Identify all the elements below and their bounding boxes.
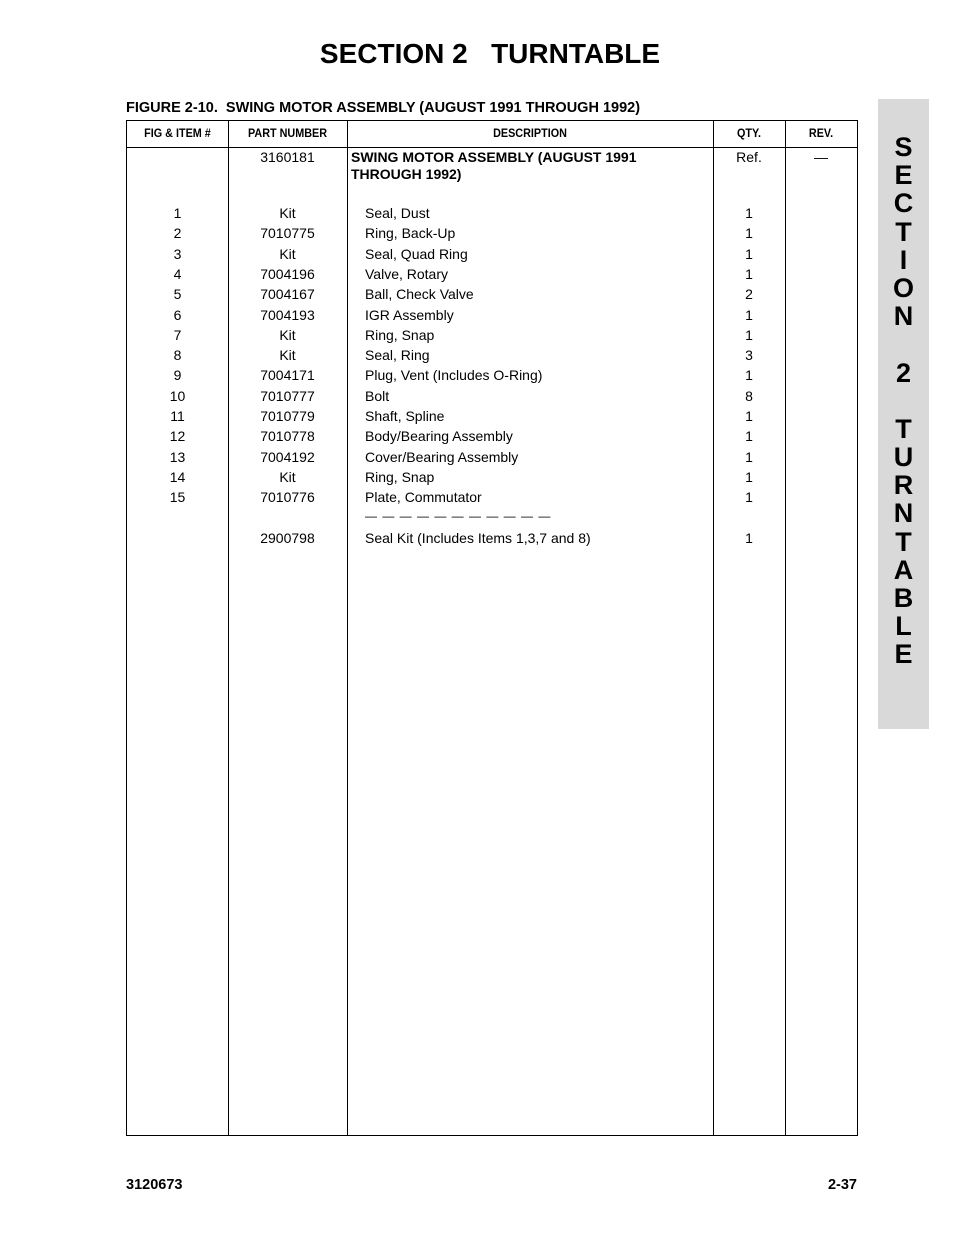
revision: — [814,149,828,165]
part-number: Kit [279,326,296,343]
description: Ring, Back-Up [365,225,456,242]
table-row [127,428,857,448]
header-part-number: PART NUMBER [247,126,328,140]
table-row [127,327,857,347]
assembly-row [127,149,857,189]
description: Plug, Vent (Includes O-Ring) [365,367,543,384]
quantity: 1 [745,245,753,262]
description: IGR Assembly [365,306,454,323]
part-number: 2900798 [260,529,315,546]
quantity: 1 [745,448,753,465]
quantity: 3 [745,347,753,364]
table-row [127,388,857,408]
item-number: 10 [169,387,186,404]
description: Seal, Dust [365,205,430,221]
table-row [127,367,857,387]
table-row [127,489,857,509]
part-number: 7010778 [260,428,315,445]
table-row [127,347,857,367]
item-number: 3 [173,245,182,262]
quantity: 1 [745,205,753,221]
part-number: 7004167 [260,286,315,303]
table-row [127,307,857,327]
separator: — — — — — — — — — — — [365,509,552,523]
description: Cover/Bearing Assembly [365,448,519,465]
part-number: 3160181 [260,149,315,165]
item-number: 9 [173,367,182,384]
part-number: Kit [279,205,296,221]
table-row [127,408,857,428]
kit-row [127,530,857,550]
description: Shaft, Spline [365,408,445,424]
section-side-tab [878,99,929,729]
item-number: 14 [169,468,186,485]
item-number: 4 [173,265,182,282]
item-number: 11 [170,408,185,424]
part-number: 7010777 [260,387,315,404]
header-description: DESCRIPTION [493,126,567,140]
quantity: 1 [745,468,753,485]
description: Bolt [365,387,390,404]
item-number: 5 [173,286,182,303]
item-number: 2 [173,225,182,242]
figure-caption: FIGURE 2-10. SWING MOTOR ASSEMBLY (AUGUST 1991 THROUGH 1992) [126,100,641,116]
side-tab-text: S E C T I O N 2 T U R N T A B L E [892,132,914,670]
part-number: Kit [279,468,296,485]
description: Plate, Commutator [365,489,482,506]
description: Seal, Quad Ring [365,245,468,262]
part-number: 7010776 [260,489,315,506]
item-number: 1 [173,205,182,221]
part-number: 7004192 [260,448,315,465]
part-number: 7004196 [260,265,315,282]
quantity: 1 [745,489,753,506]
description: Seal Kit (Includes Items 1,3,7 and 8) [365,529,591,546]
quantity: 1 [745,306,753,323]
page-number: 2-37 [827,1177,857,1193]
quantity: 1 [745,225,753,242]
table-row [127,286,857,306]
part-number: 7004193 [260,306,315,323]
part-number: 7010779 [260,408,315,424]
description: SWING MOTOR ASSEMBLY (AUGUST 1991 THROUGH 1992) [351,149,637,182]
table-row [127,205,857,225]
part-number: 7004171 [260,367,315,384]
quantity: 8 [745,387,753,404]
parts-table [126,120,858,1136]
header-qty: QTY. [736,126,761,140]
quantity: 1 [745,326,753,343]
part-number: Kit [279,347,296,364]
description: Seal, Ring [365,347,430,364]
description: Body/Bearing Assembly [365,428,513,445]
quantity: Ref. [736,149,762,165]
header-divider [127,147,857,148]
description: Ring, Snap [365,468,435,485]
item-number: 8 [173,347,182,364]
part-number: 7010775 [260,225,315,242]
quantity: 1 [745,529,753,546]
table-row [127,246,857,266]
table-row [127,469,857,489]
section-title: SECTION 2 TURNTABLE [319,38,661,69]
item-number: 13 [169,448,186,465]
description: Valve, Rotary [365,265,448,282]
document-number: 3120673 [126,1177,183,1193]
table-row [127,225,857,245]
part-number: Kit [279,245,296,262]
description: Ball, Check Valve [365,286,474,303]
quantity: 2 [745,286,753,303]
quantity: 1 [745,408,753,424]
quantity: 1 [745,265,753,282]
item-number: 15 [169,489,186,506]
item-number: 6 [173,306,182,323]
header-rev: REV. [808,126,834,140]
item-number: 7 [173,326,182,343]
quantity: 1 [745,428,753,445]
table-row [127,449,857,469]
separator-row [127,509,857,529]
header-fig-item: FIG & ITEM # [144,126,211,140]
item-number: 12 [169,428,186,445]
table-row [127,266,857,286]
description: Ring, Snap [365,326,435,343]
quantity: 1 [745,367,753,384]
